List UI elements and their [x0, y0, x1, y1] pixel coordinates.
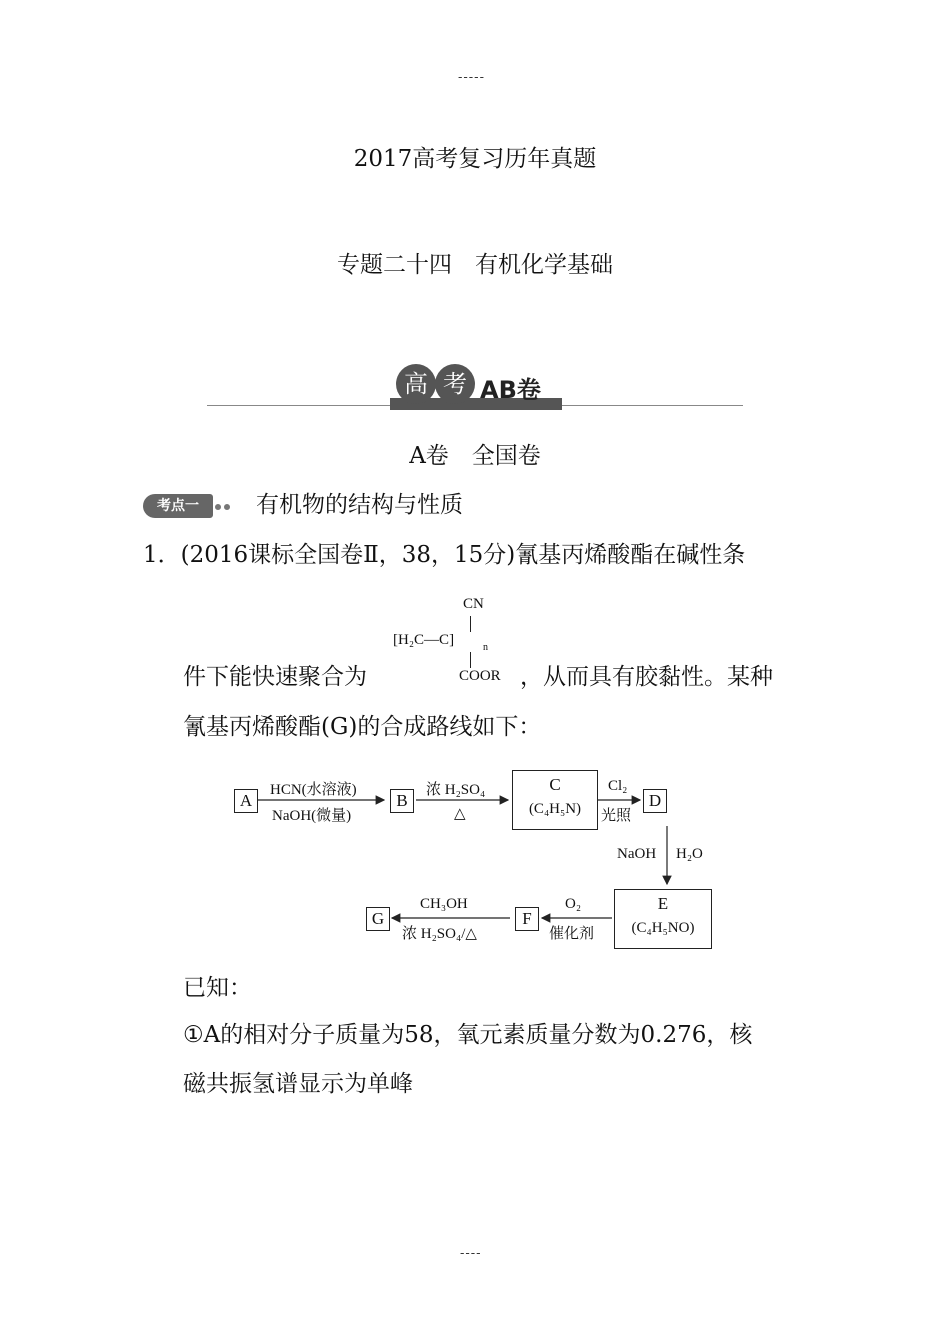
section-heading: A卷 全国卷	[409, 443, 541, 469]
banner-char-kao: 考	[435, 364, 475, 404]
header-mark: -----	[458, 70, 485, 85]
node-g: G	[366, 907, 390, 931]
question-line-3: 氰基丙烯酸酯(G)的合成路线如下：	[183, 714, 542, 740]
node-a: A	[234, 789, 258, 813]
node-e-box	[614, 889, 712, 949]
label-c-d-top: Cl₂	[608, 778, 628, 794]
label-d-e-right: H₂O	[676, 846, 703, 862]
topic-badge: 考点一	[143, 494, 213, 518]
polymer-main: [H₂C—C]	[393, 632, 455, 648]
node-c-box	[512, 770, 598, 830]
node-d: D	[643, 789, 667, 813]
node-e-formula: (C₄H₅NO)	[631, 920, 695, 936]
label-b-c-top: 浓 H₂SO₄	[426, 782, 486, 798]
question-line-1: 1．(2016课标全国卷Ⅱ，38，15分)氰基丙烯酸酯在碱性条	[143, 542, 746, 568]
label-f-g-bottom: 浓 H₂SO₄/△	[402, 926, 477, 942]
known-label: 已知：	[183, 975, 252, 1001]
label-f-g-top: CH₃OH	[420, 896, 468, 912]
label-a-b-top: HCN(水溶液)	[270, 782, 357, 798]
label-c-d-bottom: 光照	[601, 808, 632, 824]
node-c-formula: (C₄H₅N)	[528, 801, 582, 817]
polymer-coor: COOR	[459, 668, 501, 684]
label-e-f-top: O₂	[565, 896, 582, 912]
polymer-cn: CN	[463, 596, 484, 612]
node-c: C	[549, 775, 561, 794]
known-item-1-line-2: 磁共振氢谱显示为单峰	[183, 1071, 413, 1097]
node-b: B	[390, 789, 414, 813]
question-line-2-post: ，从而具有胶黏性。某种	[520, 664, 773, 690]
known-item-1-line-1: ①A的相对分子质量为58，氧元素质量分数为0.276，核	[183, 1022, 753, 1048]
label-b-c-bottom: △	[454, 806, 466, 822]
page-title: 2017高考复习历年真题	[353, 146, 597, 172]
label-a-b-bottom: NaOH(微量)	[272, 808, 352, 824]
label-d-e-left: NaOH	[617, 846, 657, 862]
label-e-f-bottom: 催化剂	[549, 926, 595, 942]
footer-mark: ----	[460, 1246, 482, 1261]
banner-ab-text: AB卷	[480, 376, 541, 404]
polymer-n: n	[483, 642, 488, 653]
question-line-2-pre: 件下能快速聚合为	[183, 664, 367, 690]
node-e: E	[657, 894, 669, 913]
topic-title: 有机物的结构与性质	[256, 492, 463, 518]
banner-char-gao: 高	[396, 364, 436, 404]
node-f: F	[515, 907, 539, 931]
page-subtitle: 专题二十四 有机化学基础	[337, 252, 613, 278]
